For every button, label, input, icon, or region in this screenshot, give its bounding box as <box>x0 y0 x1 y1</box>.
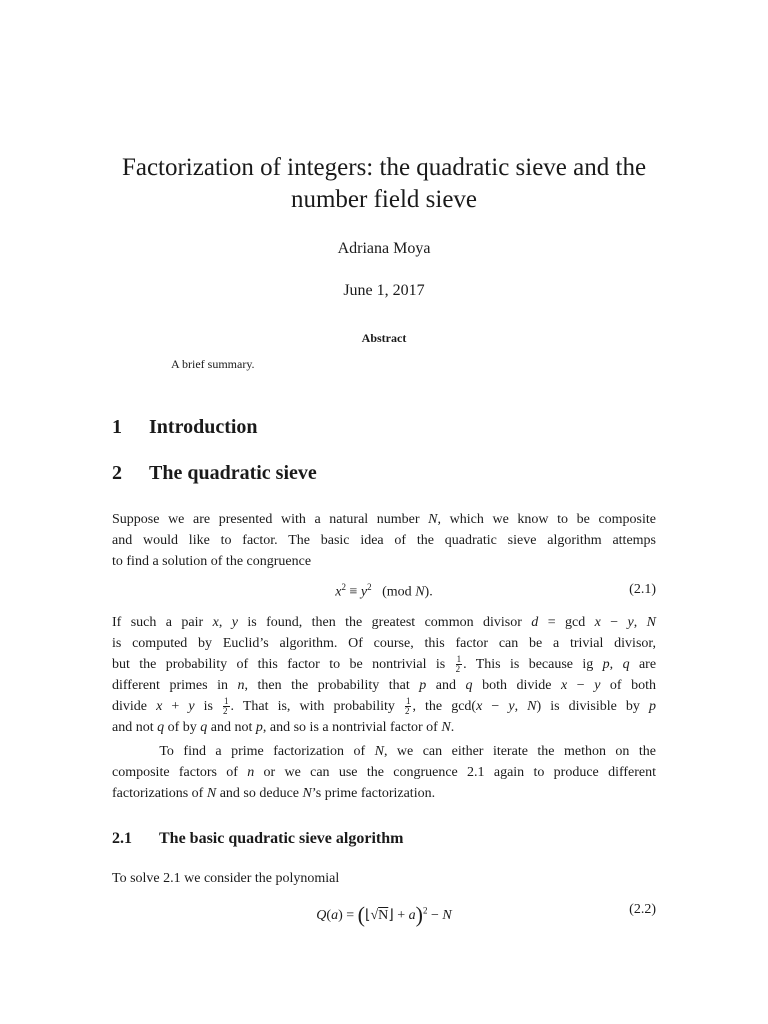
paragraph-line: factorizations of N and so deduce N’s prime factorization. <box>112 786 436 801</box>
paragraph-3 <box>112 741 656 804</box>
subsection-heading-basic-algorithm <box>112 830 403 848</box>
section-title: Introduction <box>149 416 258 438</box>
paragraph-1 <box>112 509 656 572</box>
paragraph-line: to find a solution of the congruence <box>112 554 312 569</box>
section-number: 1 <box>112 416 122 438</box>
paper-title: Factorization of integers: the quadratic sieve and the number field sieve <box>121 154 647 213</box>
paragraph-line: To solve 2.1 we consider the polynomial <box>112 871 340 886</box>
section-number: 2 <box>112 462 122 484</box>
paragraph-line: and would like to factor. The basic idea of the quadratic sieve algorithm attemps <box>112 533 656 548</box>
fraction-one-half: $\frac{1}{2}$ <box>223 696 229 717</box>
section-title: The quadratic sieve <box>149 462 317 484</box>
equation-body: Q(a) = (⌊√N⌋ + a)$^2$ − N <box>316 902 452 927</box>
subsection-title: The basic quadratic sieve algorithm <box>159 830 404 847</box>
equation-number: (2.2) <box>629 902 656 917</box>
fraction-one-half: $\frac{1}{2}$ <box>455 654 462 675</box>
paragraph-line: To find a prime factorization of N, we can either iterate the methon on the <box>112 744 657 759</box>
paragraph-2 <box>112 612 656 738</box>
fraction-one-half: $\frac{1}{2}$ <box>404 696 411 717</box>
paragraph-4 <box>112 868 656 889</box>
paragraph-line: Suppose we are presented with a natural number N, which we know to be composite <box>112 512 657 527</box>
equation-number: (2.1) <box>629 582 656 597</box>
paragraph-line: and not q of by q and not p, and so is a nontrivial factor of N. <box>112 720 455 735</box>
author-name: Adriana Moya <box>337 240 431 257</box>
abstract-heading: Abstract <box>361 331 407 345</box>
paragraph-line: composite factors of n or we can use the congruence 2.1 again to produce different <box>112 765 657 780</box>
abstract-text: A brief summary. <box>171 357 255 371</box>
equation-body: $x^2 \equiv y^2$ (mod N). <box>335 582 433 600</box>
publication-date: June 1, 2017 <box>343 282 425 299</box>
paragraph-line: is computed by Euclid’s algorithm. Of course, this factor can be a trivial divisor, <box>112 636 656 651</box>
section-heading-introduction <box>112 416 258 439</box>
paragraph-line: divide x + y is $\frac{1}{2}$ . That is, with probability $\frac{1}{2}$ , the gcd(x − y, N) is divisible by p <box>112 696 657 717</box>
section-heading-quadratic-sieve <box>112 462 317 485</box>
paragraph-line: but the probability of this factor to be nontrivial is $\frac{1}{2}$ . This is because ig p, q are <box>112 654 657 675</box>
paragraph-line: If such a pair x, y is found, then the greatest common divisor d = gcd x − y, N <box>112 615 657 630</box>
paragraph-line: different primes in n, then the probability that p and q both divide x − y of both <box>112 678 657 693</box>
subsection-number: 2.1 <box>112 830 132 847</box>
